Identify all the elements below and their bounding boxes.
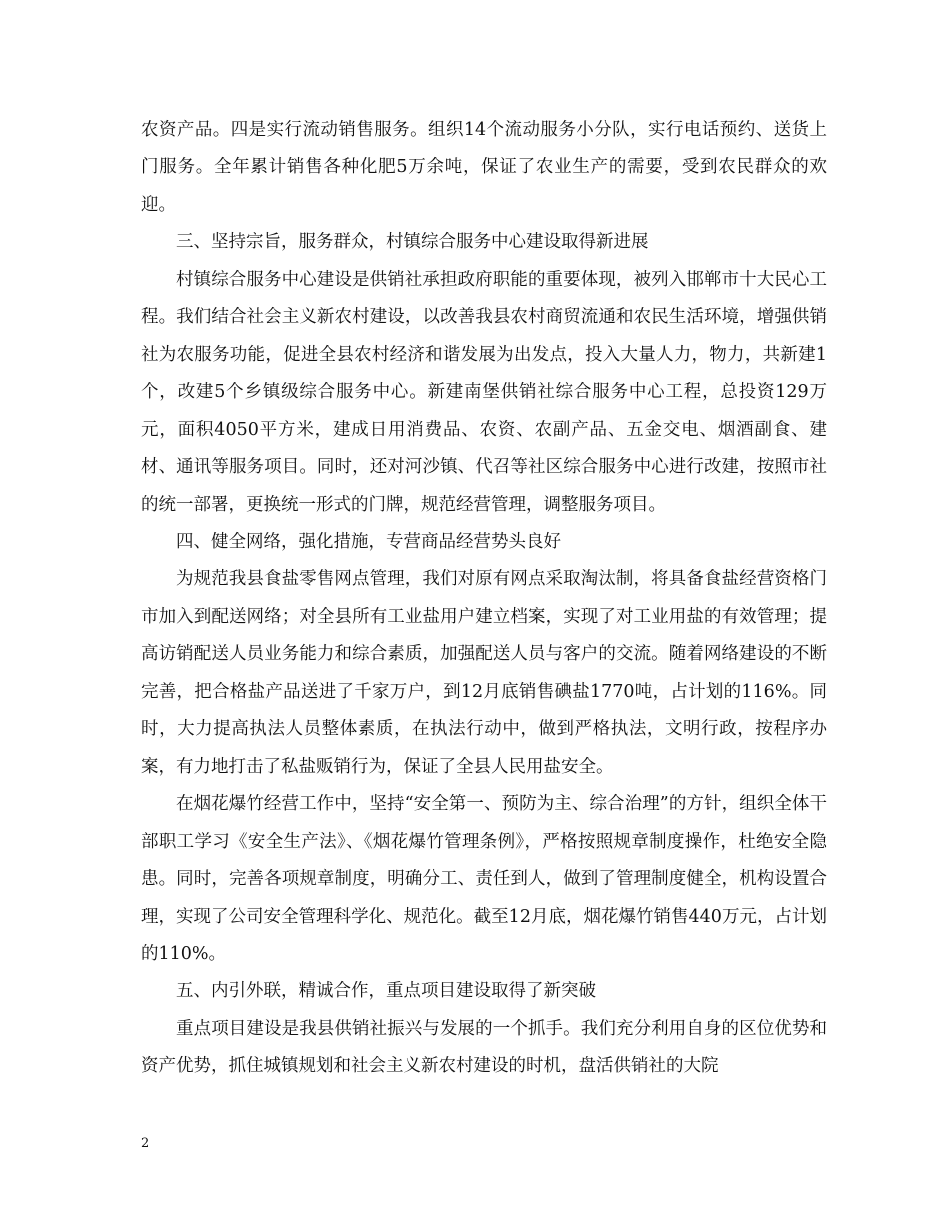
page-number: 2 (141, 1136, 150, 1151)
paragraph: 重点项目建设是我县供销社振兴与发展的一个抓手。我们充分利用自身的区位优势和资产优势，抓住城镇规划和社会主义新农村建设的时机，盘活供销社的大院 (141, 1018, 827, 1077)
section-heading-3: 三、坚持宗旨，服务群众，村镇综合服务中心建设取得新进展 (176, 232, 649, 253)
document-body (141, 112, 827, 1086)
section-heading-4: 四、健全网络，强化措施，专营商品经营势头良好 (176, 531, 561, 552)
paragraph: 为规范我县食盐零售网点管理，我们对原有网点采取淘汰制，将具备食盐经营资格门市加入到配送网络；对全县所有工业盐用户建立档案，实现了对工业用盐的有效管理；提高访销配送人员业务能力和综合素质，加强配送人员与客户的交流。随着网络建设的不断完善，把合格盐产品送进了千家万户，到12月底销售碘盐1770吨，占计划的116%。同时，大力提高执法人员整体素质，在执法行动中，做到严格执法，文明行政，按程序办案，有力地打击了私盐贩销行为，保证了全县人民用盐安全。 (141, 569, 827, 777)
section-heading-5: 五、内引外联，精诚合作，重点项目建设取得了新突破 (176, 981, 596, 1002)
paragraph: 村镇综合服务中心建设是供销社承担政府职能的重要体现，被列入邯郸市十大民心工程。我们结合社会主义新农村建设，以改善我县农村商贸流通和农民生活环境，增强供销社为农服务功能，促进全县农村经济和谐发展为出发点，投入大量人力，物力，共新建1个，改建5个乡镇级综合服务中心。新建南堡供销社综合服务中心工程，总投资129万元，面积4050平方米，建成日用消费品、农资、农副产品、五金交电、烟酒副食、建材、通讯等服务项目。同时，还对河沙镇、代召等社区综合服务中心进行改建，按照市社的统一部署，更换统一形式的门牌，规范经营管理，调整服务项目。 (141, 269, 827, 515)
paragraph: 在烟花爆竹经营工作中，坚持“安全第一、预防为主、综合治理”的方针，组织全体干部职工学习《安全生产法》、《烟花爆竹管理条例》，严格按照规章制度操作，杜绝安全隐患。同时，完善各项规章制度，明确分工、责任到人，做到了管理制度健全，机构设置合理，实现了公司安全管理科学化、规范化。截至12月底，烟花爆竹销售440万元，占计划的110%。 (141, 794, 827, 964)
paragraph-continued: 农资产品。四是实行流动销售服务。组织14个流动服务小分队，实行电话预约、送货上门服务。全年累计销售各种化肥5万余吨，保证了农业生产的需要，受到农民群众的欢迎。 (141, 120, 827, 215)
